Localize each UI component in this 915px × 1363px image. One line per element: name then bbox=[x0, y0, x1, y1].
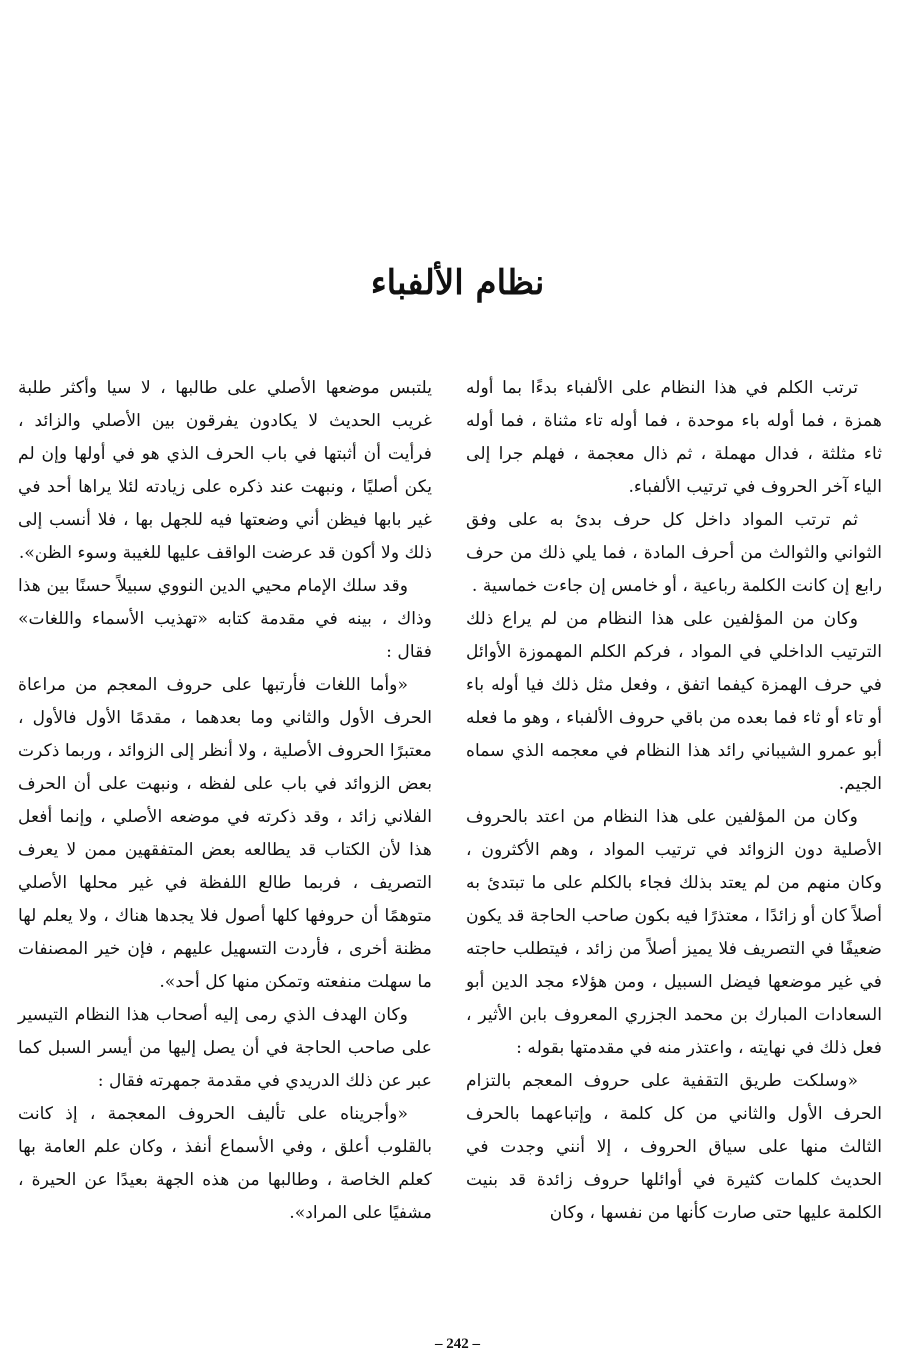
paragraph: ثم ترتب المواد داخل كل حرف بدئ به على وفق الثواني والثوالث من أحرف المادة ، فما يلي ذلك من حرف رابع إن كانت الكلمة رباعية ، أو خامس إن جاءت خماسية . bbox=[466, 510, 882, 596]
paragraph: وكان الهدف الذي رمى إليه أصحاب هذا النظام التيسير على صاحب الحاجة في أن يصل إليها من أيسر السبل كما عبر عن ذلك الدريدي في مقدمة جمهرته فقال : bbox=[18, 1005, 432, 1091]
quote-paragraph: «وسلكت طريق التقفية على حروف المعجم بالتزام الحرف الأول والثاني من كل كلمة ، وإتباعهما بالحرف الثالث منها على سياق الحروف ، إلا أنني وجدت في الحديث كلمات كثيرة في أوائلها حروف زائدة قد بنيت الكلمة عليها حتى صارت كأنها من نفسها ، وكان bbox=[466, 1071, 882, 1223]
page-number: – 242 – bbox=[435, 1336, 480, 1352]
page-title: نظام الألفباء bbox=[370, 263, 545, 303]
paragraph: وكان من المؤلفين على هذا النظام من لم يراع ذلك الترتيب الداخلي في المواد ، فركم الكلم المهموزة الأوائل في حرف الهمزة كيفما اتفق ، وفعل مثل ذلك فيا أوله باء أو تاء أو ثاء فما بعده من باقي حروف الألفباء ، وهو ما فعله أبو عمرو الشيباني رائد هذا النظام في معجمه الذي سماه الجيم. bbox=[466, 609, 882, 794]
paragraph: ترتب الكلم في هذا النظام على الألفباء بدءًا بما أوله همزة ، فما أوله باء موحدة ، فما أوله تاء مثناة ، فما أوله ثاء مثلثة ، فدال مهملة ، ثم ذال معجمة ، فهلم جرا إلى الياء آخر الحروف في ترتيب الألفباء. bbox=[466, 378, 882, 497]
quote-paragraph: «وأجريناه على تأليف الحروف المعجمة ، إذ كانت بالقلوب أعلق ، وفي الأسماع أنفذ ، وكان علم العامة بها كعلم الخاصة ، وطالبها من هذه الجهة بعيدًا عن الحيرة ، مشفيًا على المراد». bbox=[18, 1104, 432, 1223]
paragraph: وكان من المؤلفين على هذا النظام من اعتد بالحروف الأصلية دون الزوائد في ترتيب المواد ، وهم الأكثرون ، وكان منهم من لم يعتد بذلك فجاء بالكلم على ما تبتدئ به أصلاً كان أو زائدًا ، معتذرًا فيه بكون صاحب الحاجة قد يكون ضعيفًا في التصريف فلا يميز أصلاً من زائد ، فيتطلب حاجته في غير موضعها فيضل السبيل ، ومن هؤلاء مجد الدين أبو السعادات المبارك بن محمد الجزري المعروف بابن الأثير ، فعل ذلك في نهايته ، واعتذر منه في مقدمتها بقوله : bbox=[466, 807, 882, 1058]
quote-paragraph: «وأما اللغات فأرتبها على حروف المعجم من مراعاة الحرف الأول والثاني وما بعدهما ، مقدمًا الأول فالأول ، معتبرًا الحروف الأصلية ، ولا أنظر إلى الزوائد ، وربما ذكرت بعض الزوائد في باب على لفظه ، ونبهت على أن الحرف الفلاني زائد ، وقد ذكرته في موضعه الأصلي ، وإنما أفعل هذا لأن الكتاب قد يطالعه بعض المتفقهين ممن لا يعرف التصريف ، فربما طالع اللفظة في غير محلها الأصلي متوهمًا أن حروفها كلها أصول فلا يجدها هناك ، ولا يعلم لها مظنة أخرى ، فأردت التسهيل عليهم ، فإن خير المصنفات ما سهلت منفعته وتمكن منها كل أحد». bbox=[18, 675, 432, 992]
paragraph: يلتبس موضعها الأصلي على طالبها ، لا سيا وأكثر طلبة غريب الحديث لا يكادون يفرقون بين الأصلي والزائد ، فرأيت أن أثبتها في باب الحرف الذي هو في أولها وإن لم يكن أصليًا ، ونبهت عند ذكره على زيادته لئلا يراها أحد في غير بابها فيظن أني وضعتها فيه للجهل بها ، فلا أنسب إلى ذلك ولا أكون قد عرضت الواقف عليها للغيبة وسوء الظن». bbox=[18, 378, 432, 563]
right-column bbox=[466, 372, 882, 1230]
left-column bbox=[18, 372, 432, 1230]
paragraph: وقد سلك الإمام محيي الدين النووي سبيلاً حسنًا بين هذا وذاك ، بينه في مقدمة كتابه «تهذيب الأسماء واللغات» فقال : bbox=[18, 576, 432, 662]
